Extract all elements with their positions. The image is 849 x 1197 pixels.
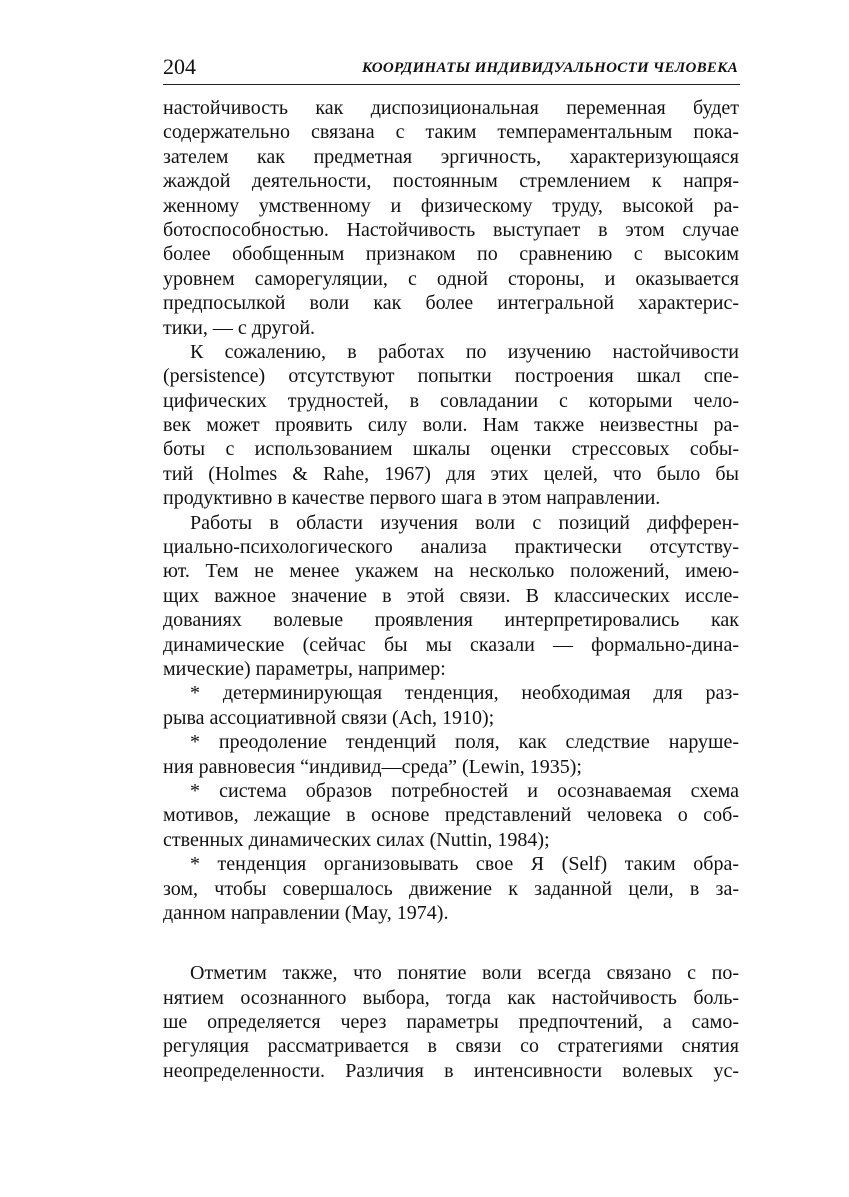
- text-line: Отметим также, что понятие воли всегда связано с по-: [190, 962, 739, 985]
- text-line: регуляция рассматривается в связи со стратегиями снятия: [163, 1035, 739, 1058]
- text-line: щих важное значение в этой связи. В классических иссле-: [163, 584, 739, 607]
- text-line: динамические (сейчас бы мы сказали — формально-дина-: [163, 633, 739, 656]
- text-line: нятием осознанного выбора, тогда как настойчивость боль-: [163, 986, 739, 1009]
- text-line: век может проявить силу воли. Нам также неизвестны ра-: [163, 414, 739, 437]
- text-line: цифических трудностей, в совладании с которыми чело-: [163, 389, 739, 412]
- text-line: предпосылкой воли как более интегральной характерис-: [163, 292, 739, 315]
- list-item-line: * преодоление тенденций поля, как следствие наруше-: [190, 731, 739, 754]
- list-item-line: зом, чтобы совершалось движение к заданной цели, в за-: [163, 877, 739, 900]
- text-line: неопределенности. Различия в интенсивности волевых ус-: [163, 1059, 739, 1082]
- list-item-line: мотивов, лежащие в основе представлений человека о соб-: [163, 804, 739, 827]
- text-line: дованиях волевые проявления интерпретировались как: [163, 609, 739, 632]
- paragraph-gap: [163, 925, 739, 961]
- text-line: ют. Тем не менее укажем на несколько положений, имею-: [163, 560, 739, 583]
- text-line: Работы в области изучения воли с позиций дифферен-: [190, 511, 739, 534]
- text-line: тики, — с другой.: [163, 316, 316, 339]
- list-item-line: * тенденция организовывать свое Я (Self) таким обра-: [190, 853, 739, 876]
- text-line: более обобщенным признаком по сравнению с высоким: [163, 243, 739, 266]
- text-line: мические) параметры, например:: [163, 657, 446, 680]
- text-line: ше определяется через параметры предпочтений, а само-: [163, 1011, 739, 1034]
- text-line: циально-психологического анализа практически отсутству-: [163, 536, 739, 559]
- text-line: содержательно связана с таким темпераментальным пока-: [163, 121, 739, 144]
- page-number: 204: [163, 54, 196, 79]
- list-item-line: рыва ассоциативной связи (Ach, 1910);: [163, 706, 495, 729]
- running-title: КООРДИНАТЫ ИНДИВИДУАЛЬНОСТИ ЧЕЛОВЕКА: [362, 60, 738, 76]
- text-line: уровнем саморегуляции, с одной стороны, и оказывается: [163, 267, 739, 290]
- text-line: тий (Holmes & Rahe, 1967) для этих целей, что было бы: [163, 462, 739, 485]
- text-line: жаждой деятельности, постоянным стремлением к напря-: [163, 170, 739, 193]
- list-item-line: * система образов потребностей и осознаваемая схема: [190, 779, 739, 802]
- list-item-line: * детерминирующая тенденция, необходимая для раз-: [190, 682, 739, 705]
- list-item-line: ния равновесия “индивид—среда” (Lewin, 1935);: [163, 755, 582, 778]
- header-rule: [163, 84, 740, 85]
- text-line: боты с использованием шкалы оценки стрессовых собы-: [163, 438, 739, 461]
- list-item-line: данном направлении (May, 1974).: [163, 901, 449, 924]
- text-line: зателем как предметная эргичность, характеризующаяся: [163, 145, 739, 168]
- text-line: настойчивость как диспозициональная переменная будет: [163, 97, 739, 119]
- text-line: продуктивно в качестве первого шага в этом направлении.: [163, 487, 661, 510]
- page-header: [163, 52, 738, 84]
- list-item-line: ственных динамических силах (Nuttin, 1984);: [163, 828, 550, 851]
- text-line: ботоспособностью. Настойчивость выступает в этом случае: [163, 218, 739, 241]
- text-line: К сожалению, в работах по изучению настойчивости: [190, 340, 739, 363]
- text-line: (persistence) отсутствуют попытки построения шкал спе-: [163, 365, 739, 388]
- text-line: женному умственному и физическому труду, высокой ра-: [163, 194, 739, 217]
- body-text: [163, 96, 739, 1083]
